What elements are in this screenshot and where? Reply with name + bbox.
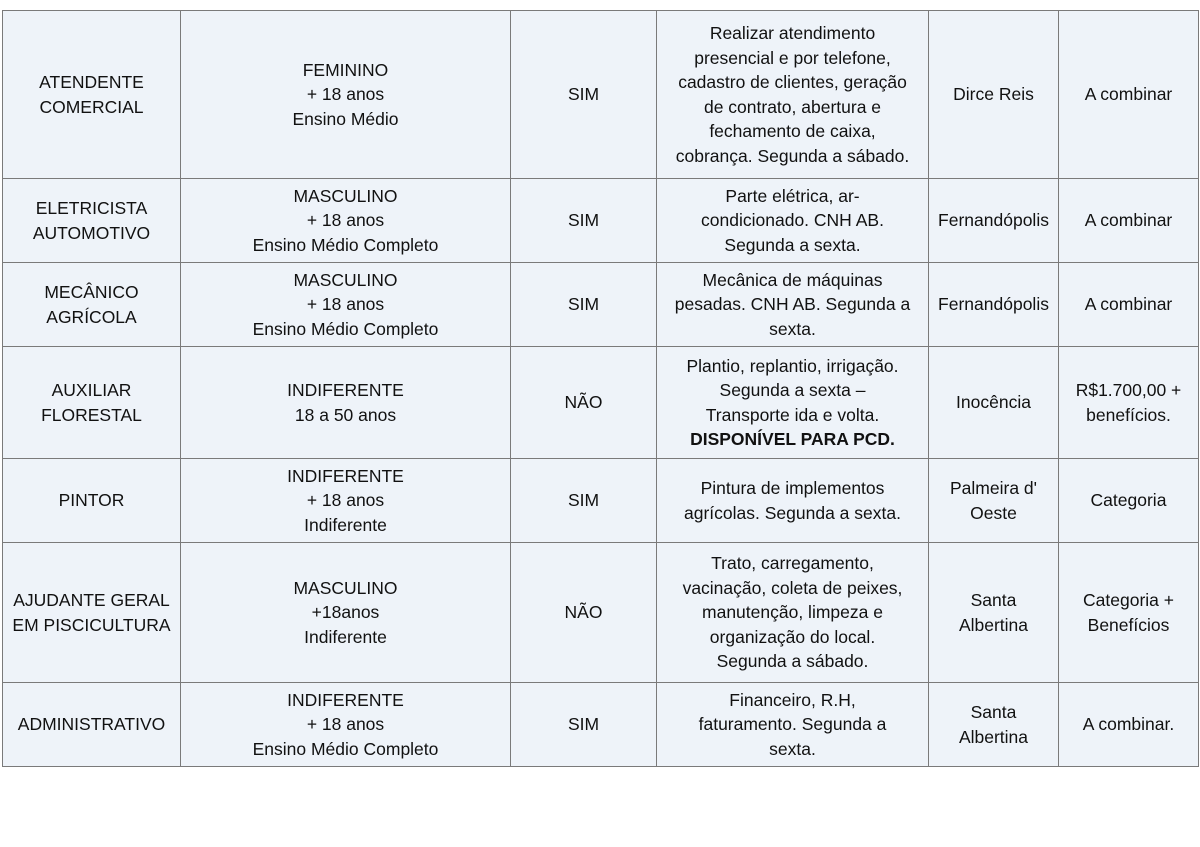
cell-line: R$1.700,00 + — [1075, 380, 1182, 400]
pcd-highlight: DISPONÍVEL PARA PCD. — [690, 429, 895, 449]
cell-line: ATENDENTE — [39, 72, 144, 92]
cell-line: vacinação, coleta de peixes, — [682, 577, 903, 598]
cell-line: + 18 anos — [306, 210, 385, 231]
cell-line: SIM — [567, 294, 600, 315]
cell-line: INDIFERENTE — [287, 689, 404, 710]
table-body — [3, 11, 1199, 767]
cell-line: Ensino Médio Completo — [252, 234, 439, 255]
cell-line: Ensino Médio — [292, 108, 399, 129]
requirements-cell — [181, 347, 511, 459]
cell-line: + 18 anos — [306, 294, 385, 315]
cell-line: de contrato, abertura e — [703, 96, 882, 117]
cell-line: Pintura de implementos — [700, 478, 885, 498]
city-cell — [929, 11, 1059, 179]
activities-cell — [657, 11, 929, 179]
cell-line: A combinar. — [1082, 714, 1175, 735]
cell-line: manutenção, limpeza e — [702, 602, 883, 623]
job-openings-table — [2, 10, 1199, 767]
cell-line: NÃO — [564, 602, 603, 623]
cell-line: Albertina — [958, 614, 1029, 635]
cell-line: AJUDANTE GERAL — [13, 590, 170, 610]
cell-line: MASCULINO — [293, 269, 398, 290]
activities-cell — [657, 683, 929, 767]
experience-cell — [511, 459, 657, 543]
table-row — [3, 11, 1199, 179]
cell-line: Mecânica de máquinas — [702, 269, 883, 290]
cell-line: NÃO — [564, 392, 603, 413]
requirements-cell — [181, 459, 511, 543]
cell-line: A combinar — [1084, 210, 1173, 231]
cell-line: ELETRICISTA — [35, 198, 148, 218]
cell-line: faturamento. Segunda a — [698, 714, 887, 735]
table-row — [3, 263, 1199, 347]
city-cell — [929, 459, 1059, 543]
requirements-cell — [181, 11, 511, 179]
city-cell — [929, 543, 1059, 683]
job-title-cell — [3, 347, 181, 459]
job-title-cell — [3, 179, 181, 263]
salary-cell — [1059, 263, 1199, 347]
cell-line: SIM — [567, 714, 600, 735]
cell-line: AGRÍCOLA — [46, 306, 137, 327]
table-row — [3, 347, 1199, 459]
cell-line: Segunda a sábado. — [716, 651, 869, 672]
cell-line: AUXILIAR — [51, 380, 132, 400]
cell-line: agrícolas. Segunda a sexta. — [684, 502, 901, 523]
city-cell — [929, 179, 1059, 263]
cell-line: sexta. — [769, 318, 816, 339]
cell-line: cadastro de clientes, geração — [678, 72, 907, 92]
cell-line: Fernandópolis — [938, 210, 1049, 231]
cell-line: Segunda a sexta – — [719, 380, 866, 400]
cell-line: Fernandópolis — [938, 294, 1049, 315]
cell-line: FLORESTAL — [41, 404, 142, 425]
requirements-cell — [181, 683, 511, 767]
salary-cell — [1059, 683, 1199, 767]
cell-line: ADMINISTRATIVO — [17, 714, 166, 735]
cell-line: Ensino Médio Completo — [252, 738, 439, 759]
cell-line: SIM — [567, 210, 600, 231]
cell-line: Realizar atendimento — [709, 23, 876, 43]
salary-cell — [1059, 459, 1199, 543]
cell-line: MASCULINO — [293, 577, 398, 598]
cell-line: INDIFERENTE — [287, 465, 404, 486]
activities-cell — [657, 347, 929, 459]
experience-cell — [511, 179, 657, 263]
salary-cell — [1059, 347, 1199, 459]
cell-line: Segunda a sexta. — [724, 234, 861, 255]
cell-line: cobrança. Segunda a sábado. — [675, 145, 910, 166]
cell-line: Inocência — [956, 392, 1031, 413]
salary-cell — [1059, 11, 1199, 179]
cell-line: organização do local. — [709, 626, 876, 647]
city-cell — [929, 263, 1059, 347]
cell-line: pesadas. CNH AB. Segunda a — [674, 294, 911, 315]
cell-line: Indiferente — [304, 626, 387, 647]
activities-cell — [657, 543, 929, 683]
cell-line: EM PISCICULTURA — [12, 614, 171, 635]
job-title-cell — [3, 543, 181, 683]
activities-cell — [657, 263, 929, 347]
experience-cell — [511, 11, 657, 179]
cell-line: sexta. — [769, 738, 816, 759]
cell-line: Categoria + — [1083, 590, 1174, 610]
cell-line: Categoria — [1090, 490, 1167, 511]
cell-line: PINTOR — [58, 490, 125, 511]
cell-line: Indiferente — [304, 514, 387, 535]
table-row — [3, 459, 1199, 543]
table-row — [3, 543, 1199, 683]
cell-line: fechamento de caixa, — [709, 121, 876, 141]
city-cell — [929, 683, 1059, 767]
cell-line: 18 a 50 anos — [294, 404, 397, 425]
job-title-cell — [3, 683, 181, 767]
cell-line: +18anos — [311, 602, 380, 623]
experience-cell — [511, 263, 657, 347]
cell-line: MECÂNICO — [44, 282, 139, 302]
activities-cell — [657, 459, 929, 543]
cell-line: Palmeira d' — [950, 478, 1037, 498]
activities-cell — [657, 179, 929, 263]
cell-line: Trato, carregamento, — [711, 553, 874, 574]
job-title-cell — [3, 11, 181, 179]
requirements-cell — [181, 179, 511, 263]
experience-cell — [511, 543, 657, 683]
salary-cell — [1059, 179, 1199, 263]
cell-line: + 18 anos — [306, 84, 385, 105]
experience-cell — [511, 683, 657, 767]
cell-line: SIM — [567, 84, 600, 105]
cell-line: Ensino Médio Completo — [252, 318, 439, 339]
cell-line: COMERCIAL — [39, 96, 144, 117]
cell-line: + 18 anos — [306, 714, 385, 735]
cell-line: MASCULINO — [293, 185, 398, 206]
experience-cell — [511, 347, 657, 459]
job-title-cell — [3, 263, 181, 347]
cell-line: INDIFERENTE — [287, 380, 404, 400]
cell-line: SIM — [567, 490, 600, 511]
cell-line: condicionado. CNH AB. — [701, 210, 884, 231]
cell-line: + 18 anos — [306, 490, 385, 511]
cell-line: benefícios. — [1086, 404, 1171, 425]
cell-line: Albertina — [958, 726, 1029, 747]
cell-line: A combinar — [1084, 294, 1173, 315]
table-row — [3, 179, 1199, 263]
table-row — [3, 683, 1199, 767]
cell-line: Santa — [970, 590, 1017, 610]
requirements-cell — [181, 543, 511, 683]
city-cell — [929, 347, 1059, 459]
cell-line: presencial e por telefone, — [694, 47, 891, 68]
cell-line: Parte elétrica, ar- — [725, 185, 860, 206]
cell-line: Transporte ida e volta. — [705, 404, 880, 425]
cell-line: FEMININO — [302, 59, 389, 80]
cell-line: Oeste — [970, 502, 1017, 523]
cell-line: Santa — [970, 702, 1017, 722]
cell-line: Benefícios — [1087, 614, 1170, 635]
cell-line: Financeiro, R.H, — [729, 689, 856, 710]
cell-line: AUTOMOTIVO — [32, 222, 151, 243]
requirements-cell — [181, 263, 511, 347]
salary-cell — [1059, 543, 1199, 683]
cell-line: Dirce Reis — [953, 84, 1034, 105]
job-title-cell — [3, 459, 181, 543]
cell-line: A combinar — [1084, 84, 1173, 105]
cell-line: Plantio, replantio, irrigação. — [686, 355, 899, 376]
